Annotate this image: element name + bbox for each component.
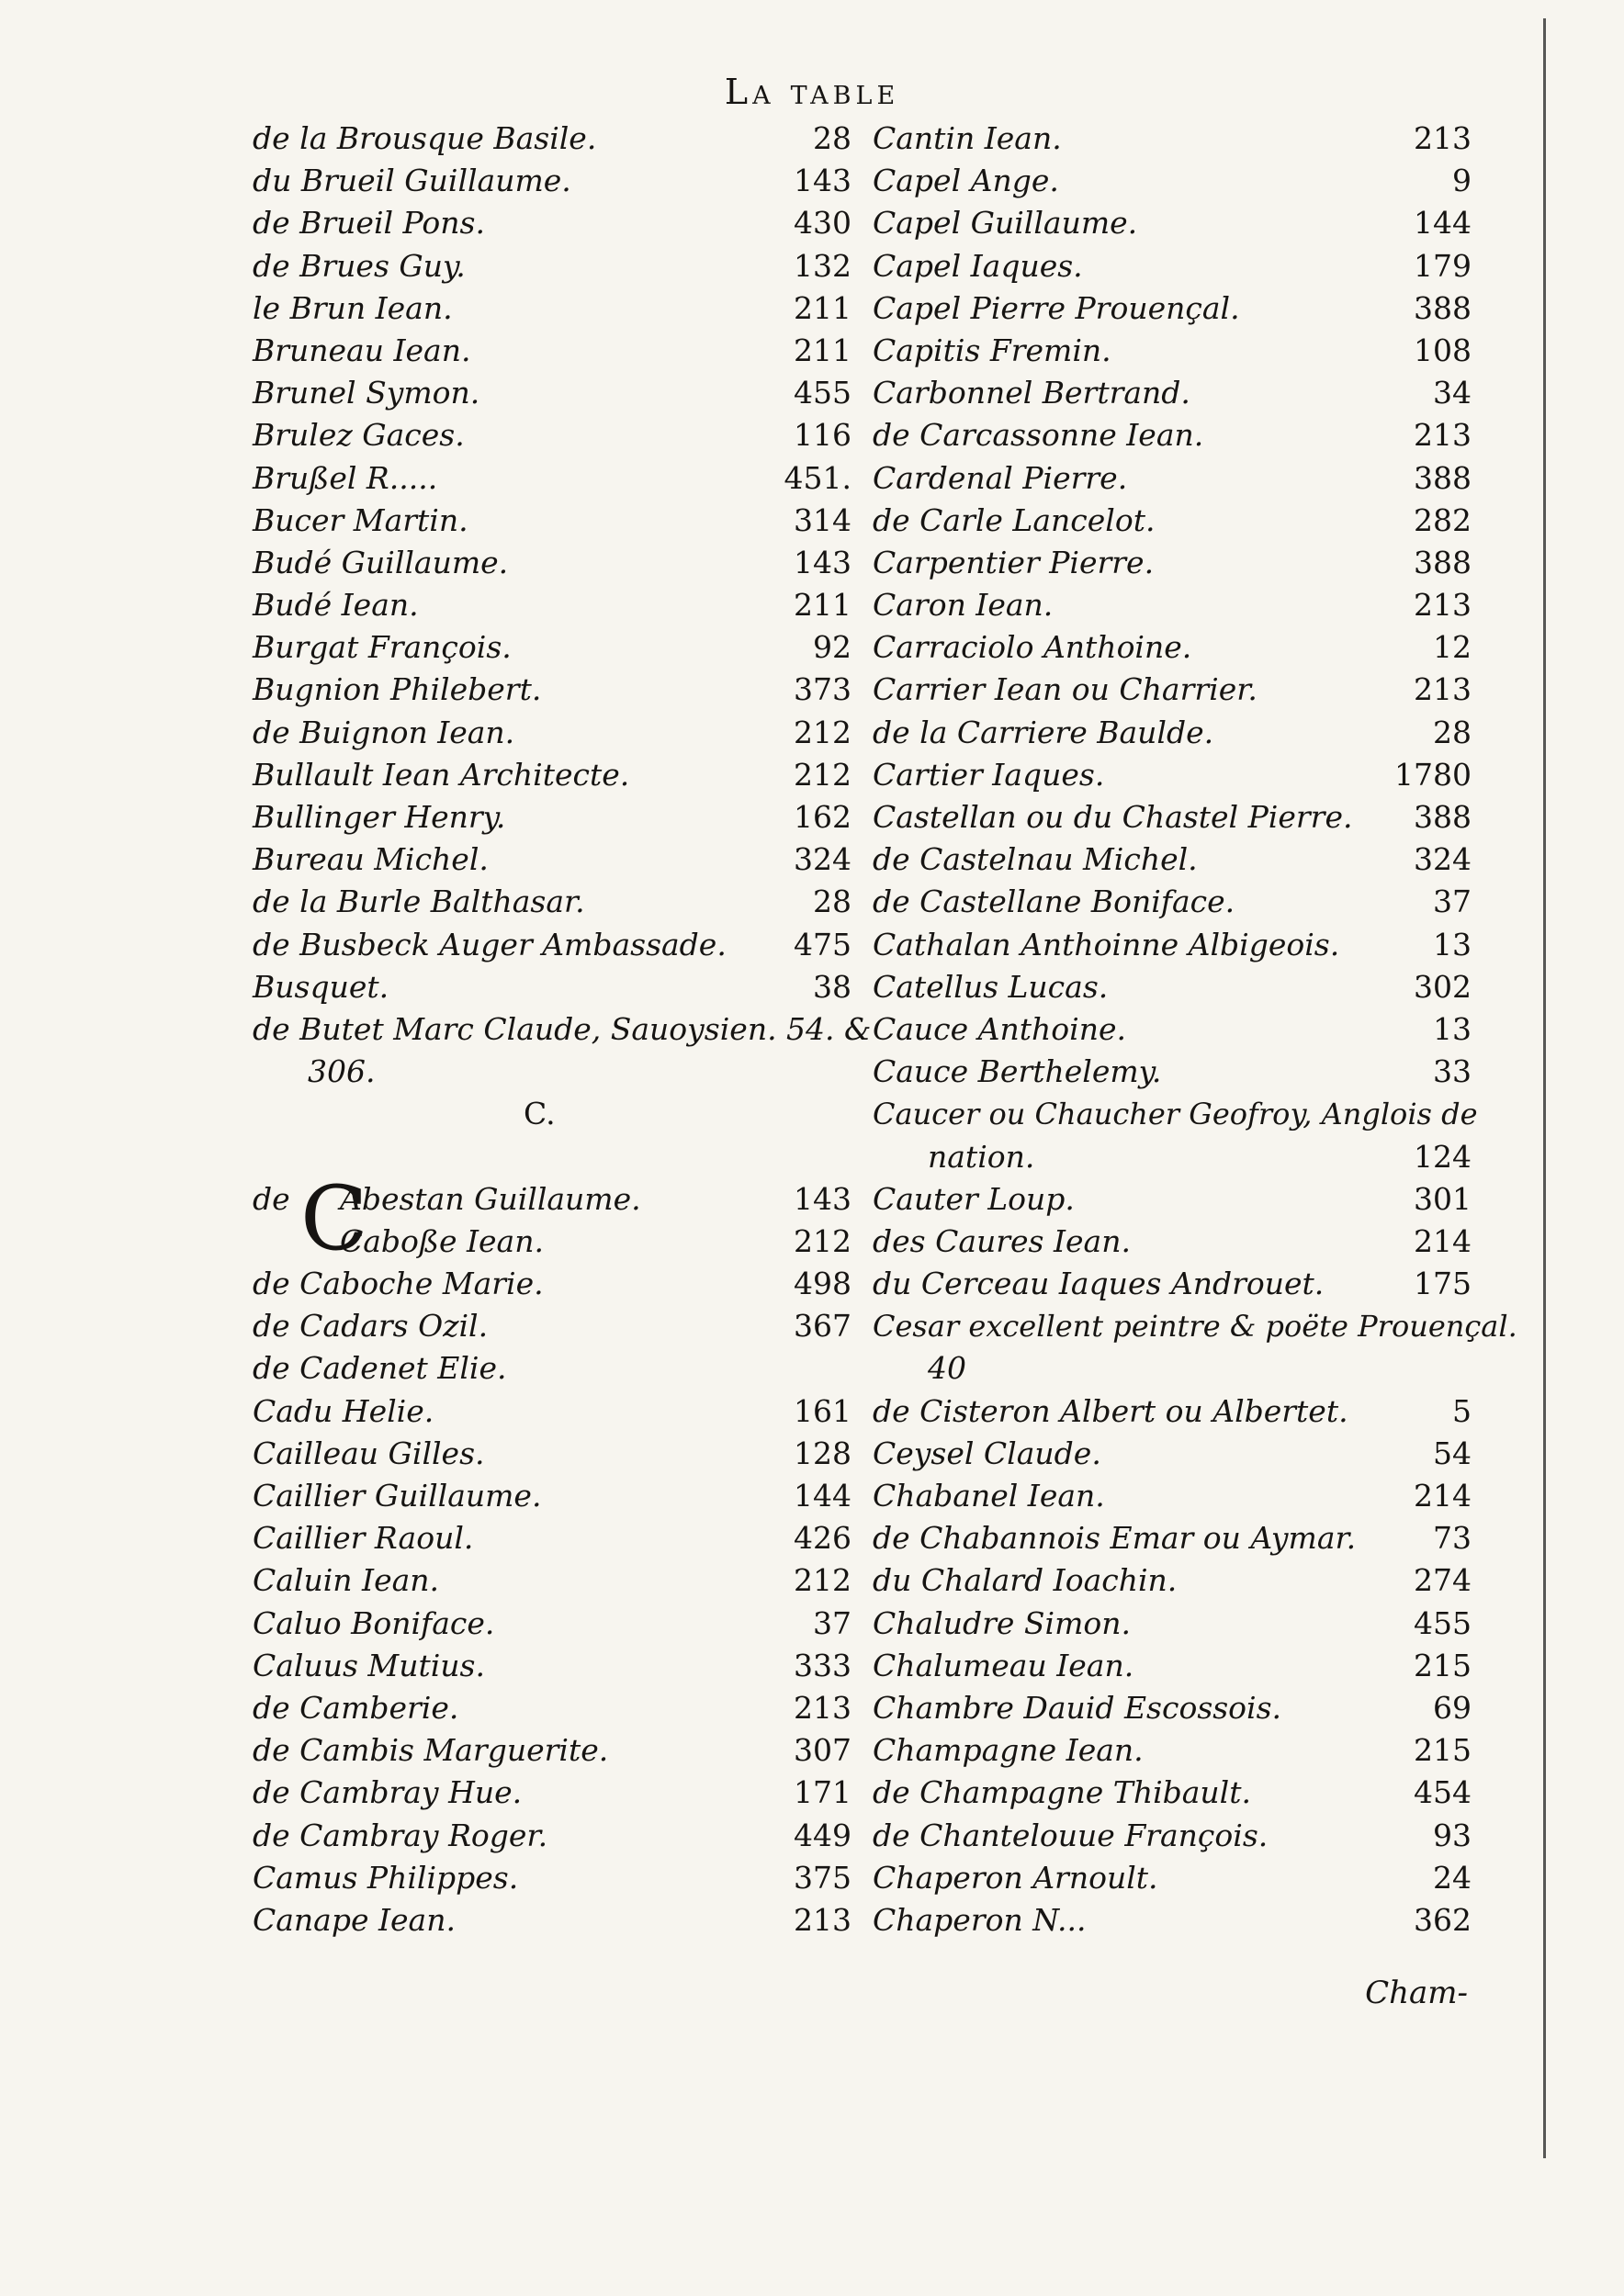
entry-page-number: 33 bbox=[1433, 1053, 1472, 1090]
entry-page-number: 211 bbox=[794, 332, 851, 368]
entry-name: Castellan ou du Chastel Pierre. bbox=[873, 799, 1353, 835]
entry-name: Bullault Iean Architecte. bbox=[253, 756, 630, 793]
index-entry bbox=[873, 202, 1479, 244]
entry-page-number: 108 bbox=[1414, 332, 1472, 368]
entry-page-number: 175 bbox=[1414, 1266, 1472, 1302]
index-entry bbox=[253, 542, 859, 584]
entry-name: Bugnion Philebert. bbox=[253, 671, 542, 708]
entry-name: Capel Pierre Prouençal. bbox=[873, 289, 1240, 326]
entry-page-number: 455 bbox=[794, 375, 851, 411]
index-entry bbox=[253, 372, 859, 414]
index-entry bbox=[253, 838, 859, 881]
entry-name: Chambre Dauid Escossois. bbox=[873, 1689, 1282, 1726]
entry-name: de la Burle Balthasar. bbox=[253, 884, 585, 920]
index-entry bbox=[253, 1729, 859, 1772]
entry-name: de Cambis Marguerite. bbox=[253, 1732, 609, 1769]
entry-name: Cantin Iean. bbox=[873, 120, 1062, 156]
entry-page-number: 302 bbox=[1414, 968, 1472, 1005]
entry-page-number: 1780 bbox=[1394, 756, 1472, 793]
index-entry bbox=[873, 1263, 1479, 1305]
entry-name: de Cadenet Elie. bbox=[253, 1350, 507, 1387]
entry-page-number: 144 bbox=[794, 1478, 851, 1514]
entry-name: Capel Iaques. bbox=[873, 247, 1083, 284]
index-entry bbox=[253, 1645, 859, 1687]
entry-name: Budé Iean. bbox=[253, 587, 419, 624]
entry-page-number: 24 bbox=[1433, 1859, 1472, 1896]
entry-page-number: 373 bbox=[794, 671, 851, 708]
entry-name: Caluo Boniface. bbox=[253, 1604, 495, 1641]
entry-name: Caillier Raoul. bbox=[253, 1520, 474, 1557]
entry-page-number: 214 bbox=[1414, 1478, 1472, 1514]
entry-name: Chalumeau Iean. bbox=[873, 1647, 1134, 1683]
index-entry bbox=[873, 1517, 1479, 1559]
entry-name: Capel Ange. bbox=[873, 163, 1059, 199]
entry-page-number: 451. bbox=[784, 459, 851, 496]
index-entry bbox=[253, 1603, 859, 1645]
index-entry bbox=[253, 1517, 859, 1559]
index-entry bbox=[253, 1051, 859, 1093]
entry-name: Caillier Guillaume. bbox=[253, 1478, 542, 1514]
index-entry bbox=[253, 1559, 859, 1602]
entry-name: de Caboche Marie. bbox=[253, 1266, 544, 1302]
entry-name: Canape Iean. bbox=[253, 1901, 456, 1938]
entry-page-number: 34 bbox=[1433, 375, 1472, 411]
entry-page-number: 215 bbox=[1414, 1732, 1472, 1769]
entry-page-number: 455 bbox=[1414, 1604, 1472, 1641]
entry-name: Burgat François. bbox=[253, 629, 512, 666]
index-entry bbox=[253, 1433, 859, 1475]
entry-name: de Carcassonne Iean. bbox=[873, 417, 1204, 454]
index-entry bbox=[873, 1136, 1479, 1178]
entry-name: Bruneau Iean. bbox=[253, 332, 471, 368]
entry-name: Cauce Anthoine. bbox=[873, 1010, 1126, 1047]
index-entry bbox=[873, 966, 1479, 1008]
entry-name: Cardenal Pierre. bbox=[873, 459, 1128, 496]
entry-page-number: 324 bbox=[1414, 841, 1472, 878]
entry-name: de Busbeck Auger Ambassade. bbox=[253, 926, 727, 962]
entry-name: de Cadars Ozil. bbox=[253, 1308, 489, 1345]
entry-page-number: 213 bbox=[1414, 587, 1472, 624]
index-entry bbox=[253, 754, 859, 796]
index-entry bbox=[253, 1475, 859, 1517]
index-entry bbox=[873, 1815, 1479, 1857]
index-entry bbox=[873, 1687, 1479, 1729]
entry-page-number: 28 bbox=[1433, 714, 1472, 750]
entry-page-number: 212 bbox=[794, 714, 851, 750]
entry-page-number: 324 bbox=[794, 841, 851, 878]
index-entry bbox=[873, 1857, 1479, 1899]
entry-page-number: 128 bbox=[794, 1435, 851, 1471]
entry-page-number: 13 bbox=[1433, 926, 1472, 962]
entry-name: Abestan Guillaume. bbox=[340, 1180, 641, 1217]
index-entry bbox=[873, 1008, 1479, 1051]
index-entry bbox=[253, 1899, 859, 1941]
index-entry bbox=[253, 160, 859, 202]
entry-page-number: 454 bbox=[1414, 1774, 1472, 1811]
entry-page-number: 38 bbox=[813, 968, 851, 1005]
entry-page-number: 124 bbox=[1414, 1138, 1472, 1175]
entry-name: de Brueil Pons. bbox=[253, 205, 485, 242]
entry-page-number: 93 bbox=[1433, 1817, 1472, 1853]
entry-prefix: de bbox=[253, 1180, 290, 1217]
entry-name: de Camberie. bbox=[253, 1689, 459, 1726]
index-entry bbox=[873, 542, 1479, 584]
entry-name: Ceysel Claude. bbox=[873, 1435, 1101, 1471]
index-entry bbox=[873, 584, 1479, 626]
entry-name: de Champagne Thibault. bbox=[873, 1774, 1251, 1811]
index-entry bbox=[253, 1347, 859, 1390]
entry-page-number: 213 bbox=[1414, 417, 1472, 454]
entry-name: Carrier Iean ou Charrier. bbox=[873, 671, 1257, 708]
entry-name: Carpentier Pierre. bbox=[873, 544, 1155, 580]
entry-name: de Chantelouue François. bbox=[873, 1817, 1269, 1853]
entry-name: Bureau Michel. bbox=[253, 841, 489, 878]
entry-name: de Cambray Hue. bbox=[253, 1774, 523, 1811]
entry-page-number: 143 bbox=[794, 163, 851, 199]
entry-page-number: 132 bbox=[794, 247, 851, 284]
entry-page-number: 211 bbox=[794, 587, 851, 624]
index-entry bbox=[873, 1899, 1479, 1941]
entry-name: de Castelnau Michel. bbox=[873, 841, 1198, 878]
entry-name: des Caures Iean. bbox=[873, 1222, 1131, 1259]
entry-page-number: 314 bbox=[794, 501, 851, 538]
index-entry bbox=[253, 1815, 859, 1857]
index-entry bbox=[873, 1433, 1479, 1475]
index-column-left bbox=[253, 118, 872, 1941]
index-entry bbox=[873, 881, 1479, 923]
entry-page-number: 144 bbox=[1414, 205, 1472, 242]
index-entry bbox=[873, 500, 1479, 542]
index-entry bbox=[873, 245, 1479, 287]
drop-cap-initial: C bbox=[300, 1166, 368, 1270]
index-entry bbox=[253, 796, 859, 838]
entry-page-number: 213 bbox=[1414, 671, 1472, 708]
entry-name: Caboße Iean. bbox=[340, 1222, 544, 1259]
entry-name: Brunel Symon. bbox=[253, 375, 480, 411]
entry-page-number: 212 bbox=[794, 756, 851, 793]
index-entry bbox=[253, 966, 859, 1008]
index-entry bbox=[873, 414, 1479, 456]
index-entry bbox=[873, 457, 1479, 500]
entry-name: de Chabannois Emar ou Aymar. bbox=[873, 1520, 1357, 1557]
entry-page-number: 54 bbox=[1433, 1435, 1472, 1471]
entry-page-number: 161 bbox=[794, 1392, 851, 1429]
index-entry bbox=[253, 287, 859, 330]
index-entry bbox=[253, 669, 859, 711]
entry-name: Cauce Berthelemy. bbox=[873, 1053, 1162, 1090]
entry-page-number: 301 bbox=[1414, 1180, 1472, 1217]
entry-name: Cathalan Anthoinne Albigeois. bbox=[873, 926, 1340, 962]
entry-page-number: 498 bbox=[794, 1266, 851, 1302]
index-entry bbox=[873, 372, 1479, 414]
entry-name: Carbonnel Bertrand. bbox=[873, 375, 1190, 411]
entry-name: de la Brousque Basile. bbox=[253, 120, 597, 156]
entry-page-number: 211 bbox=[794, 289, 851, 326]
entry-page-number: 212 bbox=[794, 1562, 851, 1599]
entry-page-number: 179 bbox=[1414, 247, 1472, 284]
index-entry bbox=[253, 118, 859, 160]
entry-name: de Carle Lancelot. bbox=[873, 501, 1156, 538]
index-entry bbox=[873, 1390, 1479, 1433]
index-entry bbox=[253, 1263, 859, 1305]
entry-page-number: 274 bbox=[1414, 1562, 1472, 1599]
entry-name: Brulez Gaces. bbox=[253, 417, 465, 454]
index-entry bbox=[253, 1687, 859, 1729]
entry-name: de Buignon Iean. bbox=[253, 714, 515, 750]
index-entry bbox=[253, 1772, 859, 1814]
entry-name: Champagne Iean. bbox=[873, 1732, 1144, 1769]
index-entry bbox=[873, 1772, 1479, 1814]
entry-name: Chaperon Arnoult. bbox=[873, 1859, 1158, 1896]
index-entry bbox=[873, 1305, 1517, 1347]
entry-name: de Cisteron Albert ou Albertet. bbox=[873, 1392, 1348, 1429]
entry-name: de Cambray Roger. bbox=[253, 1817, 548, 1853]
index-entry bbox=[253, 1008, 872, 1051]
entry-name: de Butet Marc Claude, Sauoysien. 54. & bbox=[253, 1010, 872, 1047]
index-entry bbox=[253, 1390, 859, 1433]
catchword: Cham- bbox=[1365, 1975, 1468, 2011]
page-edge-rule bbox=[1543, 18, 1546, 2158]
entry-page-number: 362 bbox=[1414, 1901, 1472, 1938]
entry-page-number: 375 bbox=[794, 1859, 851, 1896]
entry-name: Chaperon N... bbox=[873, 1901, 1087, 1938]
index-entry bbox=[253, 414, 859, 456]
entry-page-number: 282 bbox=[1414, 501, 1472, 538]
entry-name: du Cerceau Iaques Androuet. bbox=[873, 1266, 1325, 1302]
index-entry bbox=[873, 838, 1479, 881]
entry-page-number: 213 bbox=[794, 1689, 851, 1726]
entry-name: 40 bbox=[928, 1350, 966, 1387]
entry-name: nation. bbox=[928, 1138, 1035, 1175]
entry-page-number: 449 bbox=[794, 1817, 851, 1853]
entry-page-number: 214 bbox=[1414, 1222, 1472, 1259]
entry-page-number: 9 bbox=[1452, 163, 1472, 199]
index-entry bbox=[873, 287, 1479, 330]
entry-page-number: 162 bbox=[794, 799, 851, 835]
index-entry bbox=[873, 1178, 1479, 1221]
entry-page-number: 69 bbox=[1433, 1689, 1472, 1726]
entry-page-number: 92 bbox=[813, 629, 851, 666]
entry-page-number: 5 bbox=[1452, 1392, 1472, 1429]
index-entry bbox=[873, 330, 1479, 372]
entry-page-number: 367 bbox=[794, 1308, 851, 1345]
index-entry bbox=[253, 500, 859, 542]
entry-name: Catellus Lucas. bbox=[873, 968, 1109, 1005]
index-entry bbox=[253, 626, 859, 669]
entry-name: Capitis Fremin. bbox=[873, 332, 1111, 368]
entry-name: Bullinger Henry. bbox=[253, 799, 506, 835]
entry-page-number: 307 bbox=[794, 1732, 851, 1769]
index-entry bbox=[873, 1347, 1479, 1390]
index-entry bbox=[873, 754, 1479, 796]
entry-name: Cesar excellent peintre & poëte Prouençal. bbox=[873, 1309, 1517, 1345]
entry-name: du Chalard Ioachin. bbox=[873, 1562, 1178, 1599]
entry-page-number: 213 bbox=[794, 1901, 851, 1938]
index-entry bbox=[253, 584, 859, 626]
entry-name: Caucer ou Chaucher Geofroy, Anglois de bbox=[873, 1097, 1478, 1132]
entry-page-number: 213 bbox=[1414, 120, 1472, 156]
entry-page-number: 143 bbox=[794, 544, 851, 580]
entry-page-number: 12 bbox=[1433, 629, 1472, 666]
entry-name: Busquet. bbox=[253, 968, 389, 1005]
entry-name: Caron Iean. bbox=[873, 587, 1054, 624]
entry-name: de la Carriere Baulde. bbox=[873, 714, 1214, 750]
index-entry bbox=[253, 1221, 859, 1263]
entry-page-number: 13 bbox=[1433, 1010, 1472, 1047]
entry-name: Budé Guillaume. bbox=[253, 544, 509, 580]
entry-page-number: 333 bbox=[794, 1647, 851, 1683]
entry-page-number: 388 bbox=[1414, 799, 1472, 835]
index-entry bbox=[873, 1051, 1479, 1093]
index-entry bbox=[253, 712, 859, 754]
entry-page-number: 430 bbox=[794, 205, 851, 242]
entry-name: Camus Philippes. bbox=[253, 1859, 519, 1896]
index-entry bbox=[873, 1729, 1479, 1772]
index-entry bbox=[253, 330, 859, 372]
entry-name: du Brueil Guillaume. bbox=[253, 163, 571, 199]
entry-page-number: 28 bbox=[813, 120, 851, 156]
index-entry bbox=[873, 1221, 1479, 1263]
entry-name: Chaludre Simon. bbox=[873, 1604, 1131, 1641]
entry-name: Cailleau Gilles. bbox=[253, 1435, 485, 1471]
entry-page-number: 426 bbox=[794, 1520, 851, 1557]
entry-name: Carraciolo Anthoine. bbox=[873, 629, 1192, 666]
entry-name: 306. bbox=[308, 1053, 376, 1090]
index-entry bbox=[253, 1857, 859, 1899]
entry-name: Chabanel Iean. bbox=[873, 1478, 1105, 1514]
entry-name: C. bbox=[524, 1096, 556, 1132]
entry-name: Cauter Loup. bbox=[873, 1180, 1075, 1217]
entry-page-number: 215 bbox=[1414, 1647, 1472, 1683]
entry-name: le Brun Iean. bbox=[253, 289, 453, 326]
entry-page-number: 388 bbox=[1414, 544, 1472, 580]
index-column-right bbox=[873, 118, 1517, 1941]
index-entry bbox=[873, 924, 1479, 966]
entry-name: Caluin Iean. bbox=[253, 1562, 440, 1599]
index-entry bbox=[873, 1093, 1479, 1135]
index-entry bbox=[873, 669, 1479, 711]
entry-page-number: 475 bbox=[794, 926, 851, 962]
index-entry bbox=[253, 1305, 859, 1347]
index-entry bbox=[873, 1559, 1479, 1602]
index-entry bbox=[253, 1093, 859, 1135]
entry-name: de Castellane Boniface. bbox=[873, 884, 1235, 920]
running-header: La table bbox=[724, 72, 900, 112]
entry-name: de Brues Guy. bbox=[253, 247, 466, 284]
entry-page-number: 28 bbox=[813, 884, 851, 920]
entry-page-number: 143 bbox=[794, 1180, 851, 1217]
entry-page-number: 171 bbox=[794, 1774, 851, 1811]
entry-page-number: 37 bbox=[1433, 884, 1472, 920]
index-entry bbox=[873, 1603, 1479, 1645]
index-entry bbox=[253, 245, 859, 287]
entry-name: Capel Guillaume. bbox=[873, 205, 1138, 242]
entry-page-number: 73 bbox=[1433, 1520, 1472, 1557]
index-entry bbox=[873, 1645, 1479, 1687]
index-entry bbox=[873, 118, 1479, 160]
index-entry bbox=[873, 796, 1479, 838]
entry-page-number: 116 bbox=[794, 417, 851, 454]
index-entry bbox=[873, 1475, 1479, 1517]
entry-name: Cadu Helie. bbox=[253, 1392, 434, 1429]
index-entry bbox=[873, 626, 1479, 669]
entry-name: Cartier Iaques. bbox=[873, 756, 1105, 793]
entry-name: Caluus Mutius. bbox=[253, 1647, 485, 1683]
index-entry bbox=[253, 457, 859, 500]
entry-name: Brußel R..... bbox=[253, 459, 438, 496]
entry-page-number: 37 bbox=[813, 1604, 851, 1641]
index-entry bbox=[873, 712, 1479, 754]
index-entry bbox=[253, 202, 859, 244]
index-entry bbox=[253, 924, 859, 966]
entry-page-number: 388 bbox=[1414, 459, 1472, 496]
entry-page-number: 212 bbox=[794, 1222, 851, 1259]
entry-name: Bucer Martin. bbox=[253, 501, 468, 538]
index-entry bbox=[253, 881, 859, 923]
index-entry bbox=[873, 160, 1479, 202]
entry-page-number: 388 bbox=[1414, 289, 1472, 326]
